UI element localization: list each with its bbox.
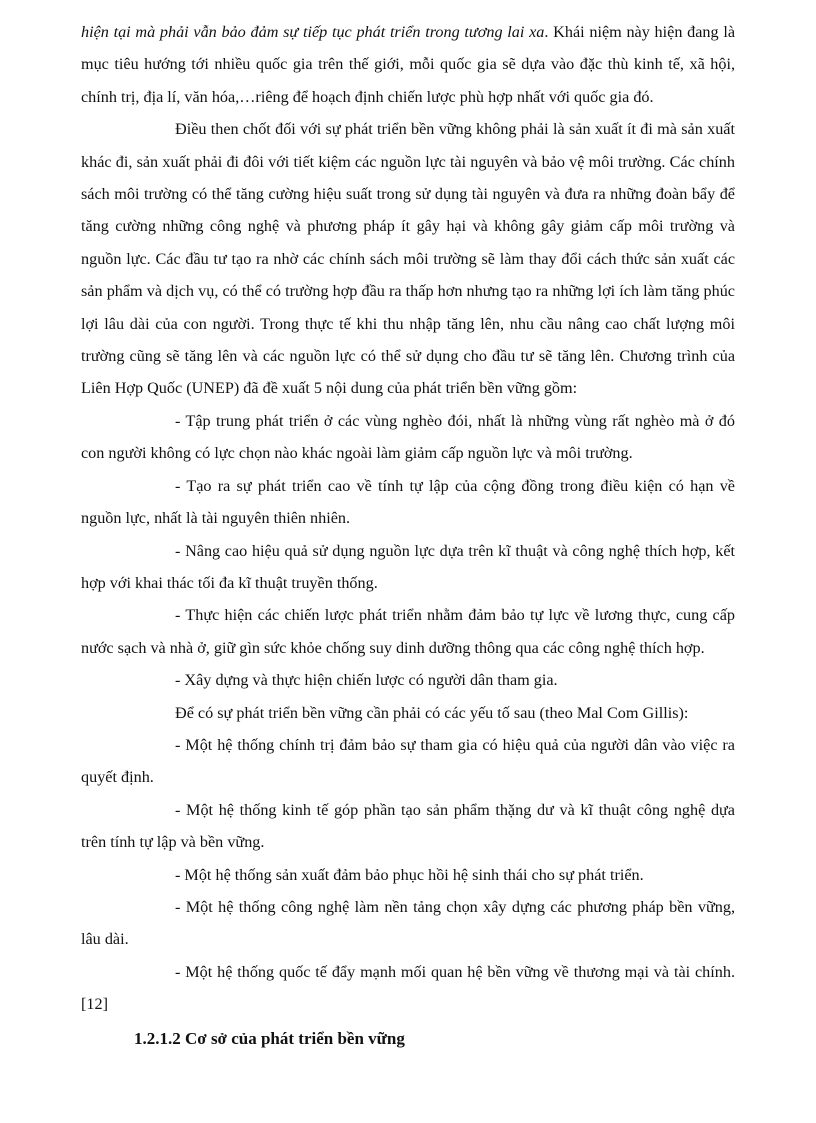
- unep-item-4: - Thực hiện các chiến lược phát triển nhằm đảm bảo tự lực về lương thực, cung cấp nước sạch và nhà ở, giữ gìn sức khỏe chống suy dinh dưỡng thông qua các công nghệ thích hợp.: [81, 606, 735, 657]
- gillis-item-2: - Một hệ thống kinh tế góp phần tạo sản phẩm thặng dư và kĩ thuật công nghệ dựa trên tính tự lập và bền vững.: [81, 800, 735, 852]
- unep-item-1: - Tập trung phát triển ở các vùng nghèo đói, nhất là những vùng rất nghèo mà ở đó con người không có lực chọn nào khác ngoài làm giảm cấp nguồn lực và môi trường.: [81, 411, 735, 463]
- gillis-item-3: - Một hệ thống sản xuất đảm bảo phục hồi hệ sinh thái cho sự phát triển.: [175, 865, 644, 884]
- unep-item-3: - Nâng cao hiệu quả sử dụng nguồn lực dựa trên kĩ thuật và công nghệ thích hợp, kết hợp với khai thác tối đa kĩ thuật truyền thống.: [81, 541, 735, 592]
- gillis-item-5: - Một hệ thống quốc tế đẩy mạnh mối quan hệ bền vững về thương mại và tài chính.[12]: [81, 962, 735, 1014]
- unep-item-5: - Xây dựng và thực hiện chiến lược có người dân tham gia.: [175, 671, 558, 690]
- unep-item-2: - Tạo ra sự phát triển cao về tính tự lập của cộng đồng trong điều kiện có hạn về nguồn lực, nhất là tài nguyên thiên nhiên.: [81, 476, 735, 528]
- intro-rest-text: . Khái niệm này hiện đang là mục tiêu hướng tới nhiều quốc gia trên thế giới, mỗi quốc gia sẽ dựa vào đặc thù kinh tế, xã hội, chính trị, địa lí, văn hóa,…riêng để hoạch định chiến lược phù hợp nhất với quốc gia đó.: [81, 23, 736, 106]
- document-body: [81, 16, 735, 1021]
- intro-italic-text: hiện tại mà phải vẫn bảo đảm sự tiếp tục phát triển trong tương lai xa: [81, 23, 545, 41]
- gillis-item-4: - Một hệ thống công nghệ làm nền tảng chọn xây dựng các phương pháp bền vững, lâu dài.: [81, 897, 735, 949]
- key-paragraph: Điều then chốt đối với sự phát triển bền vững không phải là sản xuất ít đi mà sản xuất khác đi, sản xuất phải đi đôi với tiết kiệm các nguồn lực tài nguyên và bảo vệ môi trường. Các chính sách môi trường có thể tăng cường hiệu suất trong sử dụng tài nguyên và đưa ra những đoàn bẩy để tăng cường những công nghệ và phương pháp ít gây hại và không gây giảm cấp môi trường và nguồn lực. Các đầu tư tạo ra nhờ các chính sách môi trường sẽ làm thay đổi cách thức sản xuất các sản phẩm và dịch vụ, có thể có trường hợp đầu ra thấp hơn nhưng tạo ra những lợi ích làm tăng phúc lợi lâu dài của con người. Trong thực tế khi thu nhập tăng lên, nhu cầu nâng cao chất lượng môi trường cũng sẽ tăng lên và các nguồn lực có thể sử dụng cho đầu tư sẽ tăng lên. Chương trình của Liên Hợp Quốc (UNEP) đã đề xuất 5 nội dung của phát triển bền vững gồm:: [81, 120, 735, 398]
- section-heading: 1.2.1.2 Cơ sở của phát triển bền vững: [134, 1029, 405, 1048]
- gillis-intro: Để có sự phát triển bền vững cần phải có các yếu tố sau (theo Mal Com Gillis):: [175, 703, 689, 722]
- gillis-item-1: - Một hệ thống chính trị đảm bảo sự tham gia có hiệu quả của người dân vào việc ra quyết định.: [81, 735, 735, 787]
- intro-paragraph: [81, 16, 735, 113]
